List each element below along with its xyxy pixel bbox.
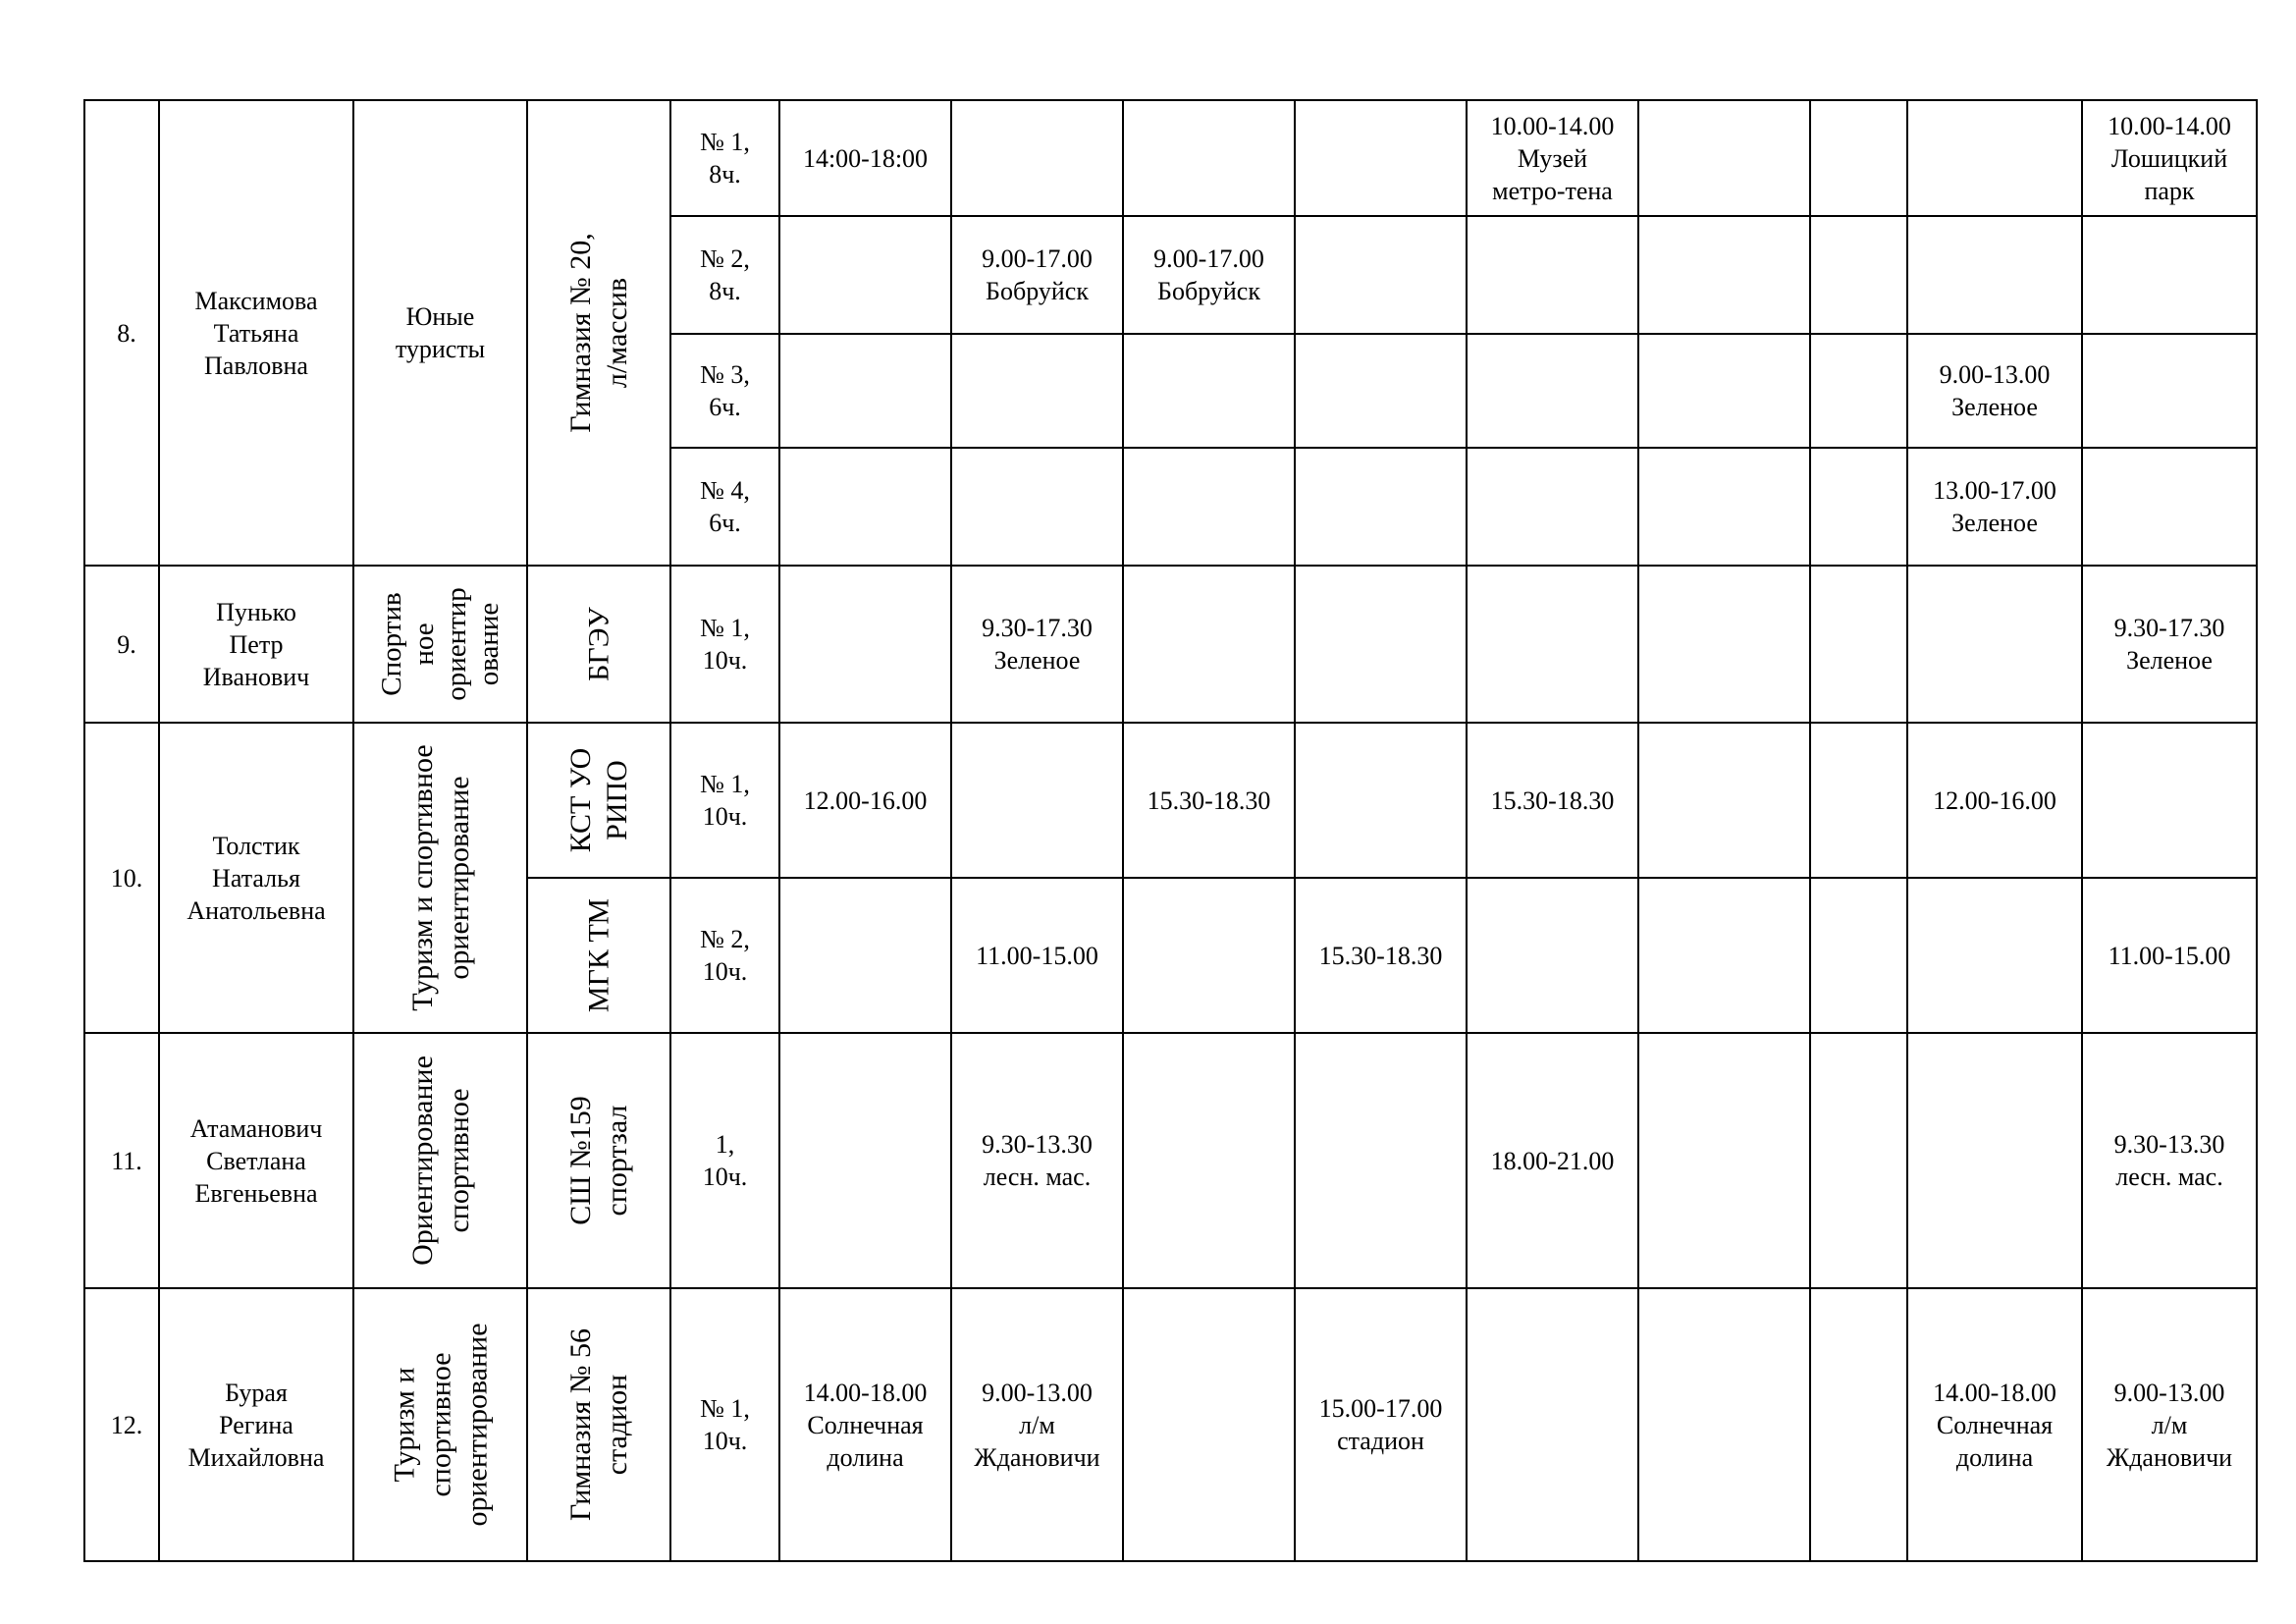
- group-label-line: 10ч.: [702, 802, 748, 831]
- schedule-cell-line: 14.00-18.00: [803, 1378, 928, 1407]
- schedule-cell: [1123, 448, 1295, 566]
- venue-name: [527, 878, 670, 1033]
- schedule-cell: [779, 1288, 951, 1561]
- teacher-name-line: Татьяна: [213, 318, 299, 348]
- venue-name-text: [581, 607, 617, 681]
- schedule-cell-line: 15.00-17.00: [1318, 1394, 1443, 1423]
- row-number-text: 10.: [110, 863, 143, 893]
- venue-name: [527, 1033, 670, 1288]
- schedule-cell: [1467, 448, 1638, 566]
- schedule-cell: [1123, 216, 1295, 334]
- schedule-cell: [1907, 100, 2082, 216]
- teacher-name: [159, 1033, 353, 1288]
- group-label-line: 10ч.: [702, 1427, 748, 1455]
- table-row: [84, 723, 2257, 878]
- schedule-cell: [951, 566, 1123, 723]
- activity-name-line: ориентирование: [442, 776, 475, 980]
- activity-name-line: Туризм и спортивное: [405, 744, 439, 1011]
- schedule-cell-line: 10.00-14.00: [2108, 111, 2231, 140]
- row-number: [84, 723, 159, 1033]
- group-label-line: № 4,: [700, 476, 750, 505]
- venue-name-text: [562, 233, 635, 432]
- teacher-name: [159, 100, 353, 566]
- schedule-cell-text: [952, 1377, 1122, 1474]
- group-label-text: [671, 1128, 778, 1193]
- schedule-cell: [2082, 334, 2257, 448]
- schedule-cell-line: 9.00-13.00: [1939, 360, 2051, 389]
- schedule-cell: [779, 566, 951, 723]
- schedule-cell: [951, 723, 1123, 878]
- venue-name-line: БГЭУ: [582, 607, 615, 681]
- group-label-text: [671, 126, 778, 190]
- venue-name-line: Гимназия № 20,: [564, 233, 597, 433]
- activity-name-text: [376, 587, 506, 701]
- schedule-cell: [1907, 566, 2082, 723]
- activity-name-text: [354, 300, 526, 365]
- group-label-text: [671, 612, 778, 677]
- schedule-cell: [1467, 334, 1638, 448]
- schedule-cell: [779, 878, 951, 1033]
- schedule-cell-text: [1468, 110, 1637, 207]
- teacher-name-line: Петр: [229, 629, 284, 659]
- schedule-cell: [951, 878, 1123, 1033]
- schedule-cell-line: л/м: [2151, 1410, 2188, 1439]
- activity-name-line: спортивное: [442, 1088, 475, 1233]
- teacher-name-text: [160, 1377, 352, 1474]
- schedule-cell-line: парк: [2144, 176, 2195, 205]
- schedule-cell-text: [1296, 940, 1466, 972]
- schedule-cell-line: 11.00-15.00: [976, 941, 1098, 970]
- schedule-cell: [1638, 566, 1810, 723]
- teacher-name-line: Иванович: [202, 662, 310, 691]
- venue-name-line: стадион: [601, 1374, 633, 1476]
- schedule-cell-line: Зеленое: [1951, 393, 2038, 421]
- activity-name: [353, 1288, 527, 1561]
- schedule-cell: [1295, 878, 1467, 1033]
- schedule-cell-text: [1468, 785, 1637, 817]
- schedule-cell: [1123, 878, 1295, 1033]
- schedule-cell: [1467, 216, 1638, 334]
- group-label-text: [671, 923, 778, 988]
- schedule-cell-text: [1468, 1145, 1637, 1177]
- activity-name: [353, 723, 527, 1033]
- schedule-cell-line: Бобруйск: [1157, 277, 1260, 305]
- group-label: [670, 448, 779, 566]
- schedule-cell: [1123, 334, 1295, 448]
- activity-name: [353, 100, 527, 566]
- venue-name-text: [581, 898, 617, 1012]
- teacher-name-line: Регина: [219, 1410, 294, 1439]
- schedule-cell: [779, 448, 951, 566]
- activity-name-line: ориентир: [440, 587, 472, 701]
- schedule-cell: [779, 334, 951, 448]
- teacher-name-line: Евгеньевна: [194, 1178, 318, 1208]
- teacher-name-line: Максимова: [194, 286, 318, 315]
- activity-name: [353, 566, 527, 723]
- schedule-cell-line: 14:00-18:00: [802, 143, 929, 173]
- schedule-cell: [1295, 334, 1467, 448]
- schedule-cell: [951, 334, 1123, 448]
- schedule-cell-text: [2083, 1377, 2256, 1474]
- schedule-cell-line: 9.00-13.00: [982, 1378, 1093, 1407]
- venue-name-text: [562, 1096, 635, 1224]
- schedule-cell: [1295, 100, 1467, 216]
- schedule-cell-line: 15.30-18.30: [1490, 785, 1615, 815]
- schedule-cell: [1810, 334, 1907, 448]
- schedule-cell: [1638, 1033, 1810, 1288]
- schedule-cell-text: [1908, 474, 2081, 539]
- group-label-line: 8ч.: [709, 277, 741, 305]
- group-label-line: 6ч.: [709, 393, 741, 421]
- teacher-name-line: Наталья: [212, 863, 300, 893]
- schedule-cell: [1907, 448, 2082, 566]
- schedule-cell: [1295, 448, 1467, 566]
- schedule-cell: [1295, 1033, 1467, 1288]
- venue-name-text: [562, 748, 635, 853]
- row-number: [84, 1288, 159, 1561]
- teacher-name-line: Толстик: [212, 831, 300, 860]
- teacher-name-line: Бурая: [225, 1378, 288, 1407]
- schedule-cell: [1810, 216, 1907, 334]
- schedule-cell: [1295, 216, 1467, 334]
- schedule-cell: [1810, 1033, 1907, 1288]
- teacher-name: [159, 566, 353, 723]
- group-label-line: № 1,: [700, 128, 750, 156]
- schedule-cell-text: [1908, 785, 2081, 817]
- schedule-cell: [1295, 1288, 1467, 1561]
- schedule-cell-line: 14.00-18.00: [1933, 1378, 2056, 1407]
- schedule-table: [83, 99, 2258, 1562]
- activity-name-line: Юные: [405, 302, 475, 331]
- venue-name-line: спортзал: [601, 1105, 633, 1217]
- group-label-line: № 3,: [700, 360, 750, 389]
- group-label-line: № 2,: [700, 925, 750, 953]
- schedule-cell: [1810, 448, 1907, 566]
- venue-name-line: Гимназия № 56: [564, 1328, 597, 1521]
- schedule-cell-text: [1908, 1377, 2081, 1474]
- teacher-name-text: [160, 830, 352, 927]
- teacher-name-line: Светлана: [206, 1146, 306, 1175]
- group-label: [670, 878, 779, 1033]
- schedule-cell: [1907, 1288, 2082, 1561]
- schedule-cell-text: [2083, 110, 2256, 207]
- schedule-cell: [1467, 1033, 1638, 1288]
- group-label-text: [671, 358, 778, 423]
- group-label-line: 10ч.: [702, 1163, 748, 1191]
- row-number-text: 8.: [117, 318, 136, 348]
- activity-name-line: ориентирование: [460, 1323, 493, 1527]
- schedule-cell-text: [780, 142, 950, 175]
- group-label-text: [671, 1392, 778, 1457]
- activity-name: [353, 1033, 527, 1288]
- venue-name-text: [562, 1328, 635, 1521]
- schedule-cell-line: Бобруйск: [986, 277, 1089, 305]
- schedule-cell-line: 9.30-13.30: [2113, 1130, 2225, 1159]
- schedule-cell-line: л/м: [1019, 1410, 1055, 1439]
- teacher-name-line: Пунько: [216, 597, 296, 626]
- schedule-cell-line: лесн. мас.: [983, 1163, 1092, 1191]
- schedule-cell-line: Ждановичи: [2106, 1442, 2233, 1472]
- schedule-cell: [951, 216, 1123, 334]
- activity-name-line: Туризм и: [388, 1367, 420, 1483]
- schedule-cell: [1123, 723, 1295, 878]
- schedule-cell: [1295, 566, 1467, 723]
- schedule-cell: [1123, 1288, 1295, 1561]
- group-label-line: № 1,: [700, 1394, 750, 1423]
- schedule-cell: [1907, 216, 2082, 334]
- schedule-cell-line: 10.00-14.00: [1490, 111, 1615, 140]
- schedule-cell: [1638, 334, 1810, 448]
- schedule-cell: [951, 1033, 1123, 1288]
- schedule-cell-line: Ждановичи: [974, 1442, 1100, 1472]
- schedule-cell-text: [952, 612, 1122, 677]
- schedule-cell: [951, 1288, 1123, 1561]
- schedule-cell-text: [780, 1377, 950, 1474]
- group-label-line: 10ч.: [702, 646, 748, 675]
- schedule-cell: [1907, 878, 2082, 1033]
- schedule-cell-line: долина: [827, 1442, 904, 1472]
- schedule-cell-text: [952, 1128, 1122, 1193]
- group-label: [670, 334, 779, 448]
- teacher-name: [159, 723, 353, 1033]
- teacher-name: [159, 1288, 353, 1561]
- schedule-cell: [1810, 723, 1907, 878]
- schedule-cell: [1467, 1288, 1638, 1561]
- schedule-cell-line: Зеленое: [1951, 509, 2038, 537]
- schedule-cell: [1638, 100, 1810, 216]
- group-label-text: [671, 243, 778, 307]
- venue-name-line: РИПО: [601, 760, 633, 840]
- schedule-cell: [779, 723, 951, 878]
- schedule-cell: [1907, 1033, 2082, 1288]
- schedule-cell: [951, 448, 1123, 566]
- teacher-name-text: [160, 285, 352, 382]
- teacher-name-text: [160, 596, 352, 693]
- schedule-cell: [1295, 723, 1467, 878]
- venue-name: [527, 723, 670, 878]
- schedule-cell-line: 13.00-17.00: [1933, 476, 2056, 505]
- schedule-cell: [1467, 878, 1638, 1033]
- venue-name-line: л/массив: [601, 277, 633, 389]
- schedule-cell-line: 12.00-16.00: [1933, 785, 2056, 815]
- schedule-cell-line: Музей: [1517, 143, 1588, 173]
- teacher-name-line: Павловна: [204, 351, 308, 380]
- group-label-line: 6ч.: [709, 509, 741, 537]
- schedule-cell-line: Солнечная: [807, 1410, 924, 1439]
- group-label: [670, 1033, 779, 1288]
- schedule-cell-text: [2083, 1128, 2256, 1193]
- schedule-cell: [1123, 566, 1295, 723]
- schedule-cell: [779, 1033, 951, 1288]
- schedule-cell-line: лесн. мас.: [2115, 1163, 2223, 1191]
- schedule-cell: [2082, 878, 2257, 1033]
- schedule-cell-line: Зеленое: [2126, 646, 2213, 675]
- group-label-line: 10ч.: [702, 957, 748, 986]
- schedule-cell: [2082, 723, 2257, 878]
- schedule-cell-text: [952, 243, 1122, 307]
- teacher-name-line: Атаманович: [189, 1113, 323, 1143]
- group-label-line: 8ч.: [709, 160, 741, 189]
- schedule-cell-text: [1124, 785, 1294, 817]
- schedule-cell: [1810, 878, 1907, 1033]
- schedule-cell: [2082, 216, 2257, 334]
- row-number-text: 12.: [110, 1410, 143, 1439]
- schedule-cell-line: 9.30-17.30: [2113, 614, 2225, 642]
- activity-name-line: ное: [407, 623, 440, 666]
- activity-name-line: туристы: [395, 335, 486, 363]
- group-label-line: № 1,: [700, 770, 750, 798]
- schedule-cell: [2082, 448, 2257, 566]
- schedule-cell: [1467, 100, 1638, 216]
- teacher-name-line: Михайловна: [187, 1442, 325, 1472]
- venue-name-line: СШ №159: [564, 1096, 597, 1225]
- row-number: [84, 1033, 159, 1288]
- venue-name-line: МГК ТМ: [582, 897, 615, 1013]
- schedule-cell: [1810, 1288, 1907, 1561]
- activity-name-text: [404, 744, 477, 1010]
- schedule-cell-line: метро-тена: [1492, 176, 1613, 205]
- group-label: [670, 1288, 779, 1561]
- activity-name-line: Спортив: [375, 592, 407, 696]
- schedule-cell-text: [2083, 940, 2256, 972]
- schedule-cell-line: 9.00-17.00: [1153, 244, 1264, 273]
- schedule-cell: [1638, 878, 1810, 1033]
- schedule-cell: [1467, 723, 1638, 878]
- schedule-cell: [2082, 566, 2257, 723]
- schedule-cell: [1467, 566, 1638, 723]
- schedule-cell: [2082, 1033, 2257, 1288]
- schedule-cell: [1638, 448, 1810, 566]
- row-number: [84, 100, 159, 566]
- table-row: [84, 1033, 2257, 1288]
- teacher-name-line: Анатольевна: [187, 895, 326, 925]
- venue-name: [527, 566, 670, 723]
- schedule-body: [84, 100, 2257, 1561]
- activity-name-line: Ориентирование: [405, 1056, 439, 1266]
- group-label: [670, 216, 779, 334]
- group-label: [670, 723, 779, 878]
- schedule-cell-line: Солнечная: [1936, 1410, 2054, 1439]
- venue-name: [527, 1288, 670, 1561]
- schedule-cell: [1123, 100, 1295, 216]
- schedule-cell-text: [1296, 1392, 1466, 1457]
- schedule-cell-text: [1908, 358, 2081, 423]
- row-number-text: 11.: [111, 1146, 142, 1175]
- schedule-cell: [1810, 566, 1907, 723]
- schedule-cell: [951, 100, 1123, 216]
- schedule-cell-line: 15.30-18.30: [1147, 785, 1271, 815]
- schedule-cell: [1638, 723, 1810, 878]
- schedule-cell: [1638, 1288, 1810, 1561]
- group-label-text: [671, 474, 778, 539]
- schedule-cell-line: 18.00-21.00: [1490, 1146, 1615, 1175]
- schedule-cell-line: Зеленое: [993, 646, 1081, 675]
- schedule-cell: [1123, 1033, 1295, 1288]
- schedule-cell-text: [780, 785, 950, 817]
- teacher-name-text: [160, 1112, 352, 1210]
- schedule-cell-text: [952, 940, 1122, 972]
- activity-name-text: [404, 1056, 477, 1266]
- row-number-text: 9.: [117, 629, 136, 659]
- schedule-cell-line: долина: [1955, 1442, 2034, 1472]
- table-row: [84, 1288, 2257, 1561]
- venue-name-line: КСТ УО: [564, 747, 597, 853]
- group-label: [670, 100, 779, 216]
- schedule-cell: [779, 216, 951, 334]
- schedule-cell-line: 9.30-17.30: [982, 614, 1093, 642]
- schedule-cell: [1810, 100, 1907, 216]
- schedule-cell-line: 11.00-15.00: [2108, 941, 2231, 970]
- schedule-cell-text: [2083, 612, 2256, 677]
- schedule-cell-line: 9.00-17.00: [982, 244, 1093, 273]
- schedule-cell: [779, 100, 951, 216]
- schedule-cell-line: Лошицкий: [2110, 143, 2228, 173]
- schedule-cell-text: [1124, 243, 1294, 307]
- schedule-cell-line: 12.00-16.00: [803, 785, 928, 815]
- schedule-cell: [1907, 334, 2082, 448]
- schedule-cell: [2082, 100, 2257, 216]
- schedule-cell: [1638, 216, 1810, 334]
- group-label-line: № 1,: [700, 614, 750, 642]
- group-label-text: [671, 768, 778, 833]
- activity-name-text: [386, 1323, 495, 1526]
- row-number: [84, 566, 159, 723]
- schedule-cell-line: 9.30-13.30: [982, 1130, 1093, 1159]
- group-label-line: 1,: [715, 1130, 735, 1159]
- schedule-cell: [2082, 1288, 2257, 1561]
- schedule-cell-line: 15.30-18.30: [1318, 941, 1443, 970]
- table-row: [84, 566, 2257, 723]
- activity-name-line: спортивное: [424, 1352, 456, 1497]
- schedule-cell-line: 9.00-13.00: [2113, 1378, 2225, 1407]
- group-label-line: № 2,: [700, 244, 750, 273]
- group-label: [670, 566, 779, 723]
- table-row: [84, 100, 2257, 216]
- schedule-cell-line: стадион: [1337, 1427, 1424, 1455]
- activity-name-line: ование: [472, 602, 505, 686]
- venue-name: [527, 100, 670, 566]
- schedule-cell: [1907, 723, 2082, 878]
